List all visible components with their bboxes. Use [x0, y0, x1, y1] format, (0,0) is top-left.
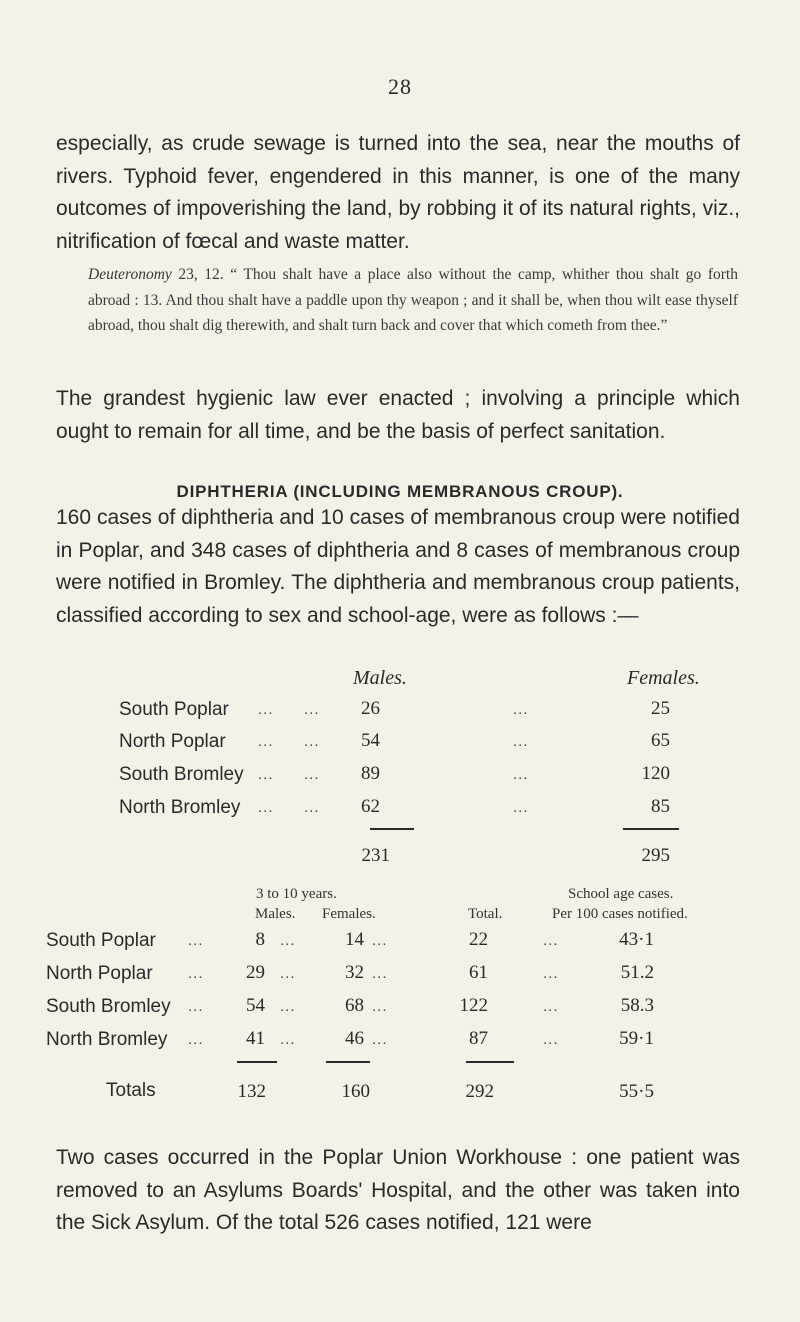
- per100-value: 58.3: [620, 995, 654, 1016]
- district-name: South Bromley: [46, 996, 171, 1017]
- total-rule: [466, 1061, 514, 1063]
- district-name: North Poplar: [119, 731, 226, 752]
- col-header-females: Females.: [627, 667, 700, 689]
- quote-source: Deuteronomy: [88, 266, 172, 283]
- females-value: 25: [651, 698, 670, 719]
- district-name: South Poplar: [119, 699, 229, 720]
- col-header-females: Females.: [322, 906, 376, 922]
- header-per-100: Per 100 cases notified.: [552, 906, 688, 922]
- males-value: 8: [255, 929, 265, 950]
- males-value: 89: [361, 763, 380, 784]
- document-page: 28 especially, as crude sewage is turned into the sea, near the mouths of rivers. Typhoid fever, engendered in this manner, is one of the many outcomes of impoverishing the land, by robbing it of its natural rights, viz., nitrification of fœcal and waste matter. Deuteronomy 23, 12. “ Thou shalt have a place also without the camp, whither thou shalt go forth abroad : 13. And thou shalt have a paddle upon thy weapon ; and it shall be, when thou wilt ease thyself abroad, thou shalt dig therewith, and shalt turn back and cover that which cometh from thee.” The grandest hygienic law ever enacted ; involving a principle which ought to remain for all time, and be the basis of perfect sanitation. DIPHTHERIA (INCLUDING MEMBRANOUS CROUP). 160 cases of diphtheria and 10 cases of membranous croup were notified in Poplar, and 348 cases of diphtheria and 8 cases of membranous croup were notified in Bromley. The diphtheria and membranous croup patients, classified according to sex and school-age, were as follows :— Males. Females. South Poplar ... ... 26 ... 25 North Poplar ... ... 54 ... 65 South Bromley ... ... 89 ... 120 North Bromley ... ... 62 ... 85 231 295 3 to 10 years. School age cases. Males. Females. Total. Per 100 cases notified. South Poplar ... 8 ... 14 ... 22 ... 43·1 North Poplar ... 29 ... 32 ... 61 ... 51.2 South Bromley ... 54 ... 68 ... 122 ... 58.3 North Bromley ... 41 ... 46 ... 87 ... 59·1 Totals 132 160 292 55·5 Two cases occurred in the Poplar Union Workhouse : one patient was removed to an Asylums Boards' Hospital, and the other was taken into the Sick Asylum. Of the total 526 cases notified, 121 were: [0, 0, 800, 1322]
- total-value: 61: [469, 962, 488, 983]
- total-rule: [370, 828, 414, 830]
- total-value: 22: [469, 929, 488, 950]
- females-value: 68: [345, 995, 364, 1016]
- total-rule: [237, 1061, 277, 1063]
- total-value: 87: [469, 1028, 488, 1049]
- males-value: 54: [246, 995, 265, 1016]
- males-value: 54: [361, 730, 380, 751]
- paragraph-sewage: especially, as crude sewage is turned into the sea, near the mouths of rivers. Typhoid fever, engendered in this manner, is one of the many outcomes of impoverishing the land, by robbing it of its natural rights, viz., nitrification of fœcal and waste matter.: [56, 132, 740, 253]
- females-value: 14: [345, 929, 364, 950]
- males-value: 62: [361, 796, 380, 817]
- scripture-quote: [88, 262, 738, 339]
- page-number: 28: [388, 74, 412, 99]
- males-value: 26: [361, 698, 380, 719]
- males-value: 29: [246, 962, 265, 983]
- females-value: 65: [651, 730, 670, 751]
- district-name: South Poplar: [46, 930, 156, 951]
- header-age-group: 3 to 10 years.: [256, 886, 337, 902]
- paragraph-hygienic-law: The grandest hygienic law ever enacted ; involving a principle which ought to remain for all time, and be the basis of perfect sanitation.: [56, 387, 740, 443]
- quote-text: 23, 12. “ Thou shalt have a place also without the camp, whither thou shalt go forth abroad : 13. And thou shalt have a paddle upon thy weapon ; and it shall be, when thou wilt ease thyself abroad, thou shalt dig therewith, and shalt turn back and cover that which cometh from thee.”: [88, 266, 738, 334]
- paragraph-diphtheria: 160 cases of diphtheria and 10 cases of membranous croup were notified in Poplar, and 348 cases of diphtheria and 8 cases of membranous croup were notified in Bromley. The diphtheria and membranous croup patients, classified according to sex and school-age, were as follows :—: [56, 506, 740, 627]
- females-value: 32: [345, 962, 364, 983]
- col-header-males: Males.: [353, 667, 407, 689]
- total-females: 295: [641, 845, 670, 866]
- totals-males: 132: [237, 1081, 266, 1102]
- males-value: 41: [246, 1028, 265, 1049]
- district-name: South Bromley: [119, 764, 244, 785]
- totals-per100: 55·5: [619, 1081, 654, 1102]
- totals-total: 292: [465, 1081, 494, 1102]
- totals-females: 160: [341, 1081, 370, 1102]
- totals-label: Totals: [106, 1080, 156, 1101]
- total-males: 231: [361, 845, 390, 866]
- total-rule: [623, 828, 679, 830]
- header-school-age: School age cases.: [568, 886, 674, 902]
- females-value: 120: [641, 763, 670, 784]
- per100-value: 43·1: [619, 929, 654, 950]
- paragraph-workhouse: Two cases occurred in the Poplar Union Workhouse : one patient was removed to an Asylums Boards' Hospital, and the other was taken into the Sick Asylum. Of the total 526 cases notified, 121 were: [56, 1146, 740, 1234]
- section-heading: DIPHTHERIA (INCLUDING MEMBRANOUS CROUP).: [176, 482, 624, 501]
- females-value: 46: [345, 1028, 364, 1049]
- col-header-males: Males.: [255, 906, 296, 922]
- per100-value: 51.2: [620, 962, 654, 983]
- district-name: North Bromley: [119, 797, 241, 818]
- per100-value: 59·1: [619, 1028, 654, 1049]
- females-value: 85: [651, 796, 670, 817]
- col-header-total: Total.: [468, 906, 503, 922]
- total-value: 122: [459, 995, 488, 1016]
- district-name: North Poplar: [46, 963, 153, 984]
- district-name: North Bromley: [46, 1029, 168, 1050]
- total-rule: [326, 1061, 370, 1063]
